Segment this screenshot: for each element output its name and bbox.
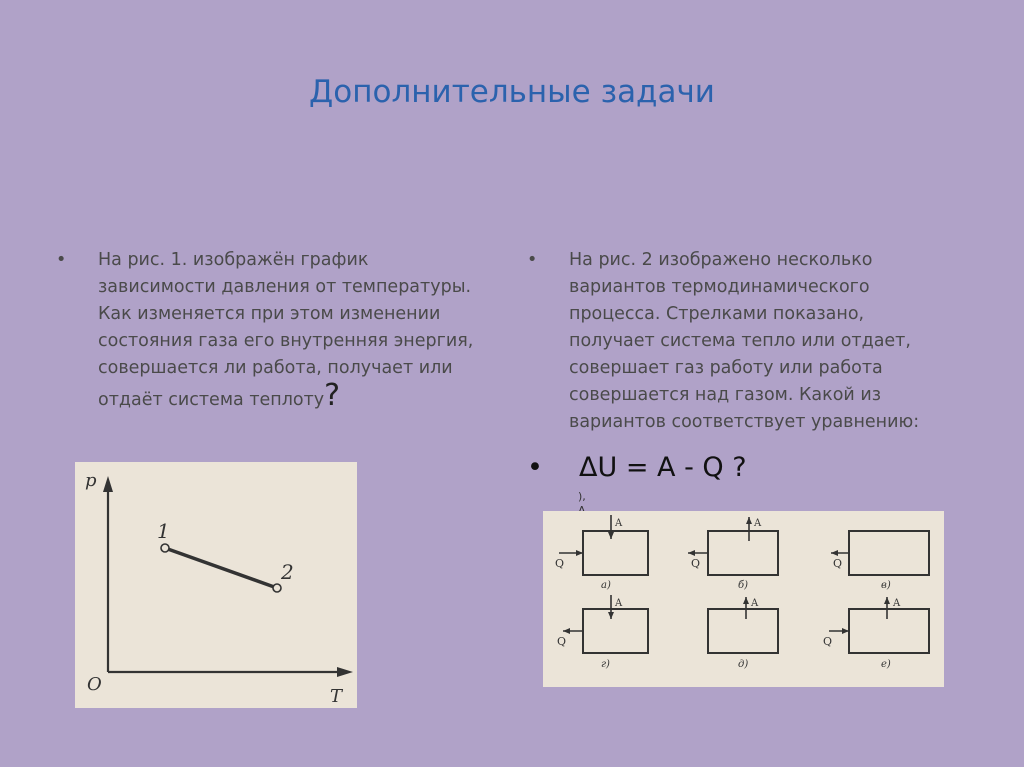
variant-label: е) [881,659,891,670]
y-axis-label: p [85,470,97,491]
left-question-body: На рис. 1. изображён график зависимости давления от температуры. Как изменяется при этом изменении состояния газа его внутренняя энергия, совершается ли работа, получает или отдаёт система теплоту [98,250,474,410]
a-label: A [615,518,623,529]
variant-label: г) [601,659,610,670]
right-bullet-item [527,247,927,436]
q-label: Q [557,635,567,648]
footnote-line-1: ), [578,490,586,503]
figure-1-svg [75,462,357,708]
y-axis-arrow [103,476,113,492]
variant-label: а) [601,580,611,591]
origin-label: O [87,674,102,695]
a-label: A [754,518,762,529]
bullet-marker: • [56,250,67,270]
variant-label: д) [738,659,749,670]
variant-v [831,531,929,591]
q-label: Q [691,557,701,570]
variant-e [823,597,929,670]
variant-label: б) [738,580,749,591]
figure-2-svg [543,511,944,687]
figure-2-variants [543,511,944,687]
right-column [527,247,927,436]
x-axis-label: T [330,686,343,707]
figure-1-pt-graph [75,462,357,708]
variant-label: в) [881,580,891,591]
variant-d [708,597,778,670]
variant-a [555,515,648,591]
process-line [165,548,277,588]
q-label: Q [833,557,843,570]
a-label: A [615,598,623,609]
equation-text: ΔU = A - Q ? [579,452,747,483]
equation-item [527,452,747,483]
q-label: Q [823,635,833,648]
right-question-text: На рис. 2 изображено несколько вариантов термодинамического процесса. Стрелками показано, получает система тепло или отдает, совершает газ работу или работа совершается над газом. Какой из вариантов соответствует уравнению: [569,250,920,432]
left-bullet-item [56,247,476,414]
bullet-marker: • [527,250,538,270]
left-column [56,247,476,414]
point-2-label: 2 [281,560,294,584]
variant-g [557,595,648,670]
a-label: A [893,598,901,609]
x-axis-arrow [337,667,353,677]
left-question-text [98,247,476,414]
a-label: A [751,598,759,609]
point-2 [273,584,281,592]
point-1 [161,544,169,552]
point-1-label: 1 [157,519,170,543]
question-mark: ? [324,378,341,413]
q-label: Q [555,557,565,570]
slide-title: Дополнительные задачи [309,74,715,110]
bullet-marker: • [527,452,543,483]
variant-b [688,517,778,591]
